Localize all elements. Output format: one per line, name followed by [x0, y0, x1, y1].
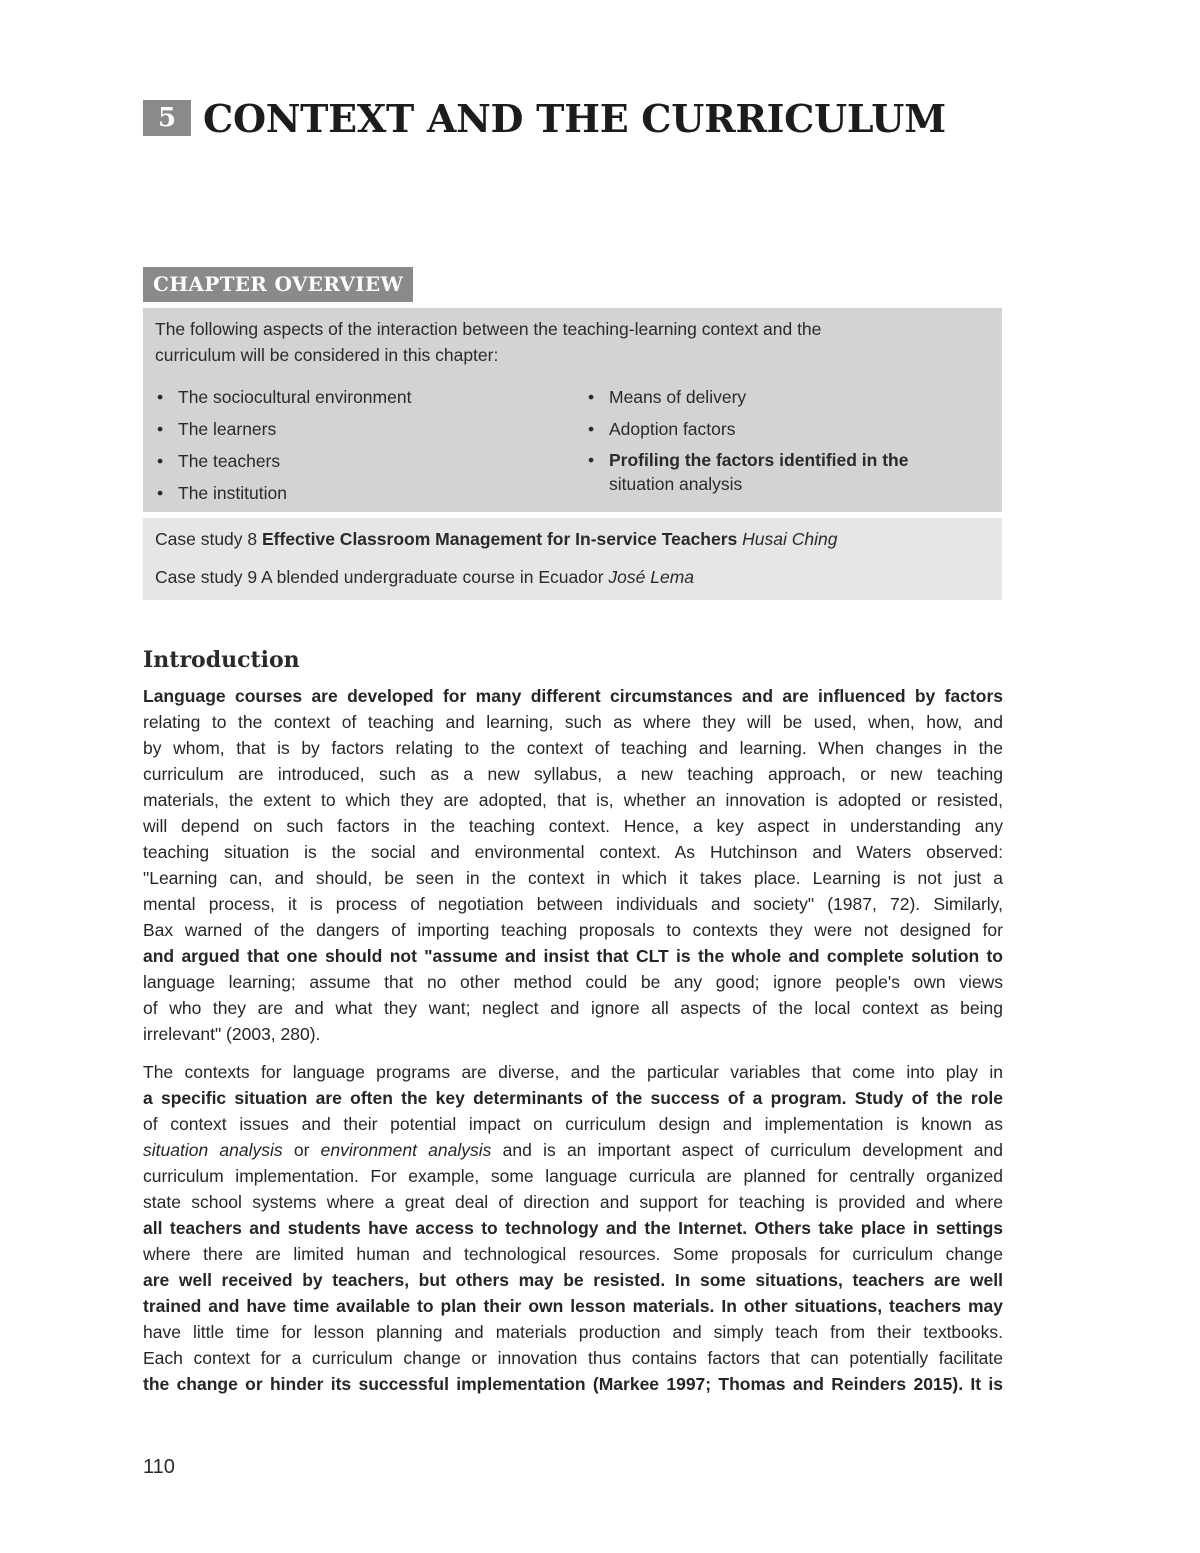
text-line: language learning; assume that no other method could be any good; ignore people's own views [143, 972, 1003, 992]
bullet-icon: • [588, 450, 595, 470]
case-studies-box [143, 518, 1002, 600]
overview-bullet-item [586, 416, 908, 448]
chapter-title: CONTEXT AND THE CURRICULUM [203, 95, 946, 141]
introduction-paragraph-2 [143, 1059, 1003, 1397]
text-line: are well received by teachers, but others may be resisted. In some situations, teachers are well [143, 1270, 1003, 1290]
text-line: will depend on such factors in the teaching context. Hence, a key aspect in understanding any [143, 816, 1003, 836]
chapter-number-badge: 5 [143, 100, 191, 136]
text-line: all teachers and students have access to technology and the Internet. Others take place in settings [143, 1218, 1003, 1238]
case-study-title: A blended undergraduate course in Ecuador [261, 567, 604, 587]
text-line: situation analysis or environment analysis and is an important aspect of curriculum development and [143, 1140, 1003, 1160]
case-study-line [155, 564, 694, 590]
bullet-text: The institution [178, 483, 287, 503]
text-line: state school systems where a great deal of direction and support for teaching is provided and where [143, 1192, 1003, 1212]
bullet-icon: • [588, 419, 595, 439]
text-line: "Learning can, and should, be seen in the context in which it takes place. Learning is not just a [143, 868, 1003, 888]
chapter-overview-heading: CHAPTER OVERVIEW [143, 267, 413, 302]
text-line: Bax warned of the dangers of importing teaching proposals to contexts they were not designed for [143, 920, 1003, 940]
chapter-header [143, 96, 946, 140]
overview-intro-line: curriculum will be considered in this chapter: [155, 345, 499, 365]
text-line: teaching situation is the social and environmental context. As Hutchinson and Waters observed: [143, 842, 1003, 862]
bullet-icon: • [588, 387, 595, 407]
text-line: of who they are and what they want; neglect and ignore all aspects of the local context as being [143, 998, 1003, 1018]
overview-bullets-right [586, 384, 908, 500]
text-line: curriculum implementation. For example, some language curricula are planned for centrally organized [143, 1166, 1003, 1186]
text-line: curriculum are introduced, such as a new syllabus, a new teaching approach, or new teaching [143, 764, 1003, 784]
text-line: relating to the context of teaching and learning, such as where they will be used, when, how, and [143, 712, 1003, 732]
introduction-paragraph-1 [143, 683, 1003, 1047]
introduction-heading: Introduction [143, 647, 300, 673]
overview-bullet-item [155, 480, 411, 512]
text-line: Language courses are developed for many different circumstances and are influenced by factors [143, 686, 1003, 706]
case-study-line [155, 526, 837, 552]
overview-intro-line: The following aspects of the interaction between the teaching-learning context and the [155, 319, 822, 339]
bullet-text: Means of delivery [609, 387, 747, 407]
text-line: materials, the extent to which they are adopted, that is, whether an innovation is adopted or resisted, [143, 790, 1003, 810]
case-study-author: José Lema [608, 567, 695, 587]
term-environment-analysis: environment analysis [320, 1140, 492, 1160]
overview-bullets-left [155, 384, 411, 512]
bullet-text: The learners [178, 419, 277, 439]
text-line: the change or hinder its successful implementation (Markee 1997; Thomas and Reinders 2015). It is [143, 1374, 1003, 1394]
bullet-text: The teachers [178, 451, 281, 471]
text-line: a specific situation are often the key determinants of the success of a program. Study of the role [143, 1088, 1003, 1108]
overview-bullet-item [155, 384, 411, 416]
case-study-title: Effective Classroom Management for In-service Teachers [262, 529, 738, 549]
text-line: where there are limited human and technological resources. Some proposals for curriculum change [143, 1244, 1003, 1264]
bullet-icon: • [157, 451, 164, 471]
text-line: have little time for lesson planning and materials production and simply teach from their textbooks. [143, 1322, 1003, 1342]
term-situation-analysis: situation analysis [143, 1140, 283, 1160]
bullet-text: situation analysis [609, 474, 743, 494]
text-line: Each context for a curriculum change or innovation thus contains factors that can potentially facilitate [143, 1348, 1003, 1368]
overview-intro [155, 316, 985, 368]
overview-bullet-item [155, 448, 411, 480]
text-line: The contexts for language programs are diverse, and the particular variables that come into play in [143, 1062, 1003, 1082]
bullet-icon: • [157, 419, 164, 439]
overview-bullet-item [155, 416, 411, 448]
case-study-author: Husai Ching [742, 529, 838, 549]
case-study-prefix: Case study 9 [155, 567, 262, 587]
case-study-prefix: Case study 8 [155, 529, 262, 549]
text-line: of context issues and their potential impact on curriculum design and implementation is known as [143, 1114, 1003, 1134]
text-line: by whom, that is by factors relating to the context of teaching and learning. When changes in the [143, 738, 1003, 758]
overview-bullet-item [586, 384, 908, 416]
bullet-icon: • [157, 483, 164, 503]
overview-bullet-item [586, 448, 908, 500]
bullet-icon: • [157, 387, 164, 407]
text-line: mental process, it is process of negotiation between individuals and society" (1987, 72). Similarly, [143, 894, 1003, 914]
text-line: trained and have time available to plan their own lesson materials. In other situations, teachers may [143, 1296, 1003, 1316]
bullet-text: Adoption factors [609, 419, 736, 439]
text-line: and argued that one should not "assume and insist that CLT is the whole and complete solution to [143, 946, 1003, 966]
chapter-overview-box [143, 308, 1002, 512]
bullet-text: The sociocultural environment [178, 387, 412, 407]
bullet-text-bold: Profiling the factors identified in the [609, 450, 909, 470]
text-line: irrelevant" (2003, 280). [143, 1024, 321, 1044]
page-number: 110 [143, 1456, 175, 1478]
